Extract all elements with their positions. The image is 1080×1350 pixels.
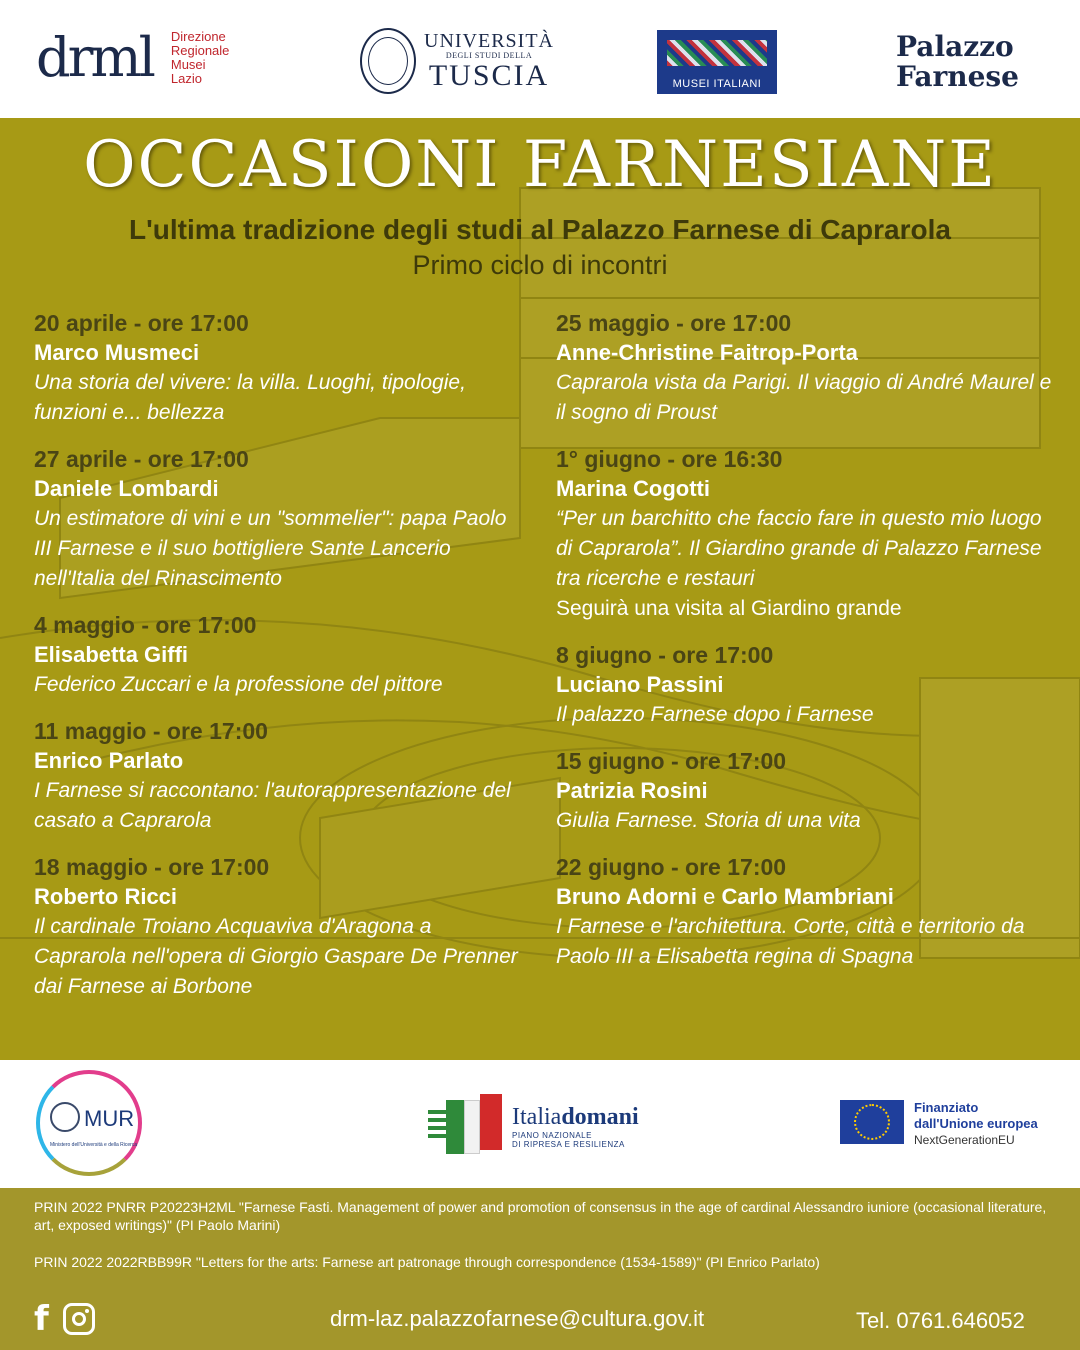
drm-line: Direzione — [170, 29, 226, 44]
event-talk-title: Il palazzo Farnese dopo i Farnese — [556, 703, 874, 726]
drm-logo-mark: drml — [36, 26, 153, 89]
contact-email[interactable]: drm-laz.palazzofarnese@cultura.gov.it — [330, 1306, 705, 1331]
event-date: 18 maggio - ore 17:00 — [34, 854, 270, 880]
universita-tuscia-logo — [360, 28, 554, 94]
tuscia-line1: UNIVERSITÀ — [424, 30, 554, 52]
schedule-item — [556, 308, 1056, 428]
speaker-name: Carlo Mambriani — [721, 884, 894, 909]
event-speaker: Enrico Parlato — [34, 748, 184, 773]
drm-lazio-logo — [36, 26, 230, 89]
event-title: OCCASIONI FARNESIANE — [83, 128, 997, 202]
event-speaker: Roberto Ricci — [34, 884, 178, 909]
event-talk-title: Una storia del vivere: la villa. Luoghi, tipologie, funzioni e... bellezza — [34, 371, 466, 424]
eu-flag-icon — [840, 1100, 904, 1144]
mur-label: MUR — [84, 1106, 135, 1131]
event-speaker: Luciano Passini — [556, 672, 724, 697]
schedule-item — [34, 610, 524, 700]
event-date: 15 giugno - ore 17:00 — [556, 748, 787, 774]
italia-sub1: PIANO NAZIONALE — [512, 1130, 592, 1140]
prin-project-2: PRIN 2022 2022RBB99R "Letters for the arts: Farnese art patronage through correspondence (1534-1589)" (PI Enrico Parlato) — [34, 1254, 820, 1270]
musei-label: MUSEI ITALIANI — [672, 78, 762, 90]
event-speaker: Anne-Christine Faitrop-Porta — [556, 340, 858, 365]
contact-phone[interactable]: Tel. 0761.646052 — [856, 1308, 1025, 1333]
event-speaker — [556, 882, 1056, 912]
university-seal-icon — [360, 28, 416, 94]
schedule-right-column — [556, 308, 1056, 988]
italia-sub2: DI RIPRESA E RESILIENZA — [512, 1139, 625, 1149]
schedule-item — [556, 640, 1056, 730]
schedule-item — [34, 716, 524, 836]
header-logos — [0, 0, 1080, 118]
italiadomani-name — [512, 1104, 639, 1131]
funders-logos — [0, 1060, 1080, 1188]
event-date: 4 maggio - ore 17:00 — [34, 612, 257, 638]
event-date: 1° giugno - ore 16:30 — [556, 446, 783, 472]
schedule-item — [34, 308, 524, 428]
schedule-item — [556, 444, 1056, 624]
event-speaker: Patrizia Rosini — [556, 778, 708, 803]
tuscia-text — [424, 31, 554, 91]
speaker-separator: e — [703, 884, 716, 909]
eu-line2: dall'Unione europea — [914, 1116, 1038, 1131]
social-links — [34, 1299, 95, 1339]
facebook-icon[interactable]: f — [34, 1299, 49, 1339]
eu-line3: NextGenerationEU — [914, 1133, 1015, 1147]
mur-logo — [36, 1070, 146, 1180]
drm-line: Lazio — [170, 71, 202, 86]
schedule-item — [556, 852, 1056, 972]
event-date: 20 aprile - ore 17:00 — [34, 310, 249, 336]
tuscia-line3: TUSCIA — [428, 59, 550, 92]
palazzo-farnese-logo — [896, 32, 1019, 92]
event-note: Seguirà una visita al Giardino grande — [556, 597, 902, 620]
eu-line1: Finanziato — [914, 1100, 979, 1115]
drm-line: Musei — [170, 57, 206, 72]
event-talk-title: Giulia Farnese. Storia di una vita — [556, 809, 861, 832]
drm-line: Regionale — [170, 43, 230, 58]
schedule-left-column — [34, 308, 524, 1018]
event-speaker: Daniele Lombardi — [34, 476, 219, 501]
drm-logo-text — [171, 30, 230, 86]
event-speaker: Marina Cogotti — [556, 476, 710, 501]
event-talk-title: “Per un barchitto che faccio fare in questo mio luogo di Caprarola”. Il Giardino grande di Palazzo Farnese tra ricerche e restauri — [556, 507, 1042, 590]
event-date: 11 maggio - ore 17:00 — [34, 718, 268, 744]
republic-emblem-icon — [50, 1102, 80, 1132]
italia-flag-icon — [428, 1094, 504, 1158]
domani-part: domani — [561, 1103, 639, 1130]
event-talk-title: I Farnese e l'architettura. Corte, città e territorio da Paolo III a Elisabetta regina di Spagna — [556, 915, 1025, 968]
schedule-item — [34, 444, 524, 594]
event-talk-title: Caprarola vista da Parigi. Il viaggio di André Maurel e il sogno di Proust — [556, 371, 1052, 424]
event-date: 22 giugno - ore 17:00 — [556, 854, 787, 880]
palazzo-line1: Palazzo — [896, 30, 1014, 63]
italiadomani-text — [512, 1104, 639, 1149]
event-speaker: Marco Musmeci — [34, 340, 200, 365]
musei-italiani-logo — [657, 30, 777, 94]
event-speaker: Elisabetta Giffi — [34, 642, 189, 667]
italia-part: Italia — [512, 1103, 562, 1130]
schedule-item — [34, 852, 524, 1002]
tuscia-line2: DEGLI STUDI DELLA — [445, 51, 533, 60]
event-talk-title: Federico Zuccari e la professione del pittore — [34, 673, 443, 696]
speaker-name: Bruno Adorni — [556, 884, 697, 909]
event-cycle: Primo ciclo di incontri — [412, 250, 668, 280]
prin-project-1: PRIN 2022 PNRR P20223H2ML "Farnese Fasti. Management of power and promotion of consensus in the age of cardinal Alessandro iuniore (occasional literature, art, exposed writings)" (PI Paolo Marini) — [34, 1199, 1047, 1233]
program-panel — [0, 118, 1080, 1060]
event-date: 27 aprile - ore 17:00 — [34, 446, 249, 472]
italiadomani-logo — [428, 1094, 639, 1158]
event-talk-title: I Farnese si raccontano: l'autorappresentazione del casato a Caprarola — [34, 779, 511, 832]
event-subtitle: L'ultima tradizione degli studi al Palazzo Farnese di Caprarola — [129, 214, 951, 245]
schedule-item — [556, 746, 1056, 836]
event-date: 8 giugno - ore 17:00 — [556, 642, 774, 668]
instagram-icon[interactable] — [63, 1303, 95, 1335]
mur-sub: Ministero dell'Università e della Ricerca — [50, 1142, 138, 1148]
footer — [0, 1188, 1080, 1350]
eu-text — [914, 1100, 1038, 1148]
event-talk-title: Il cardinale Troiano Acquaviva d'Aragona a Caprarola nell'opera di Giorgio Gaspare De Prenner dai Farnese ai Borbone — [34, 915, 518, 998]
palazzo-line2: Farnese — [896, 60, 1019, 93]
musei-pattern-icon — [667, 40, 767, 66]
event-talk-title: Un estimatore di vini e un "sommelier": papa Paolo III Farnese e il suo bottigliere Sante Lancerio nell'Italia del Rinascimento — [34, 507, 507, 590]
eu-funding-logo — [840, 1100, 1038, 1148]
event-date: 25 maggio - ore 17:00 — [556, 310, 792, 336]
